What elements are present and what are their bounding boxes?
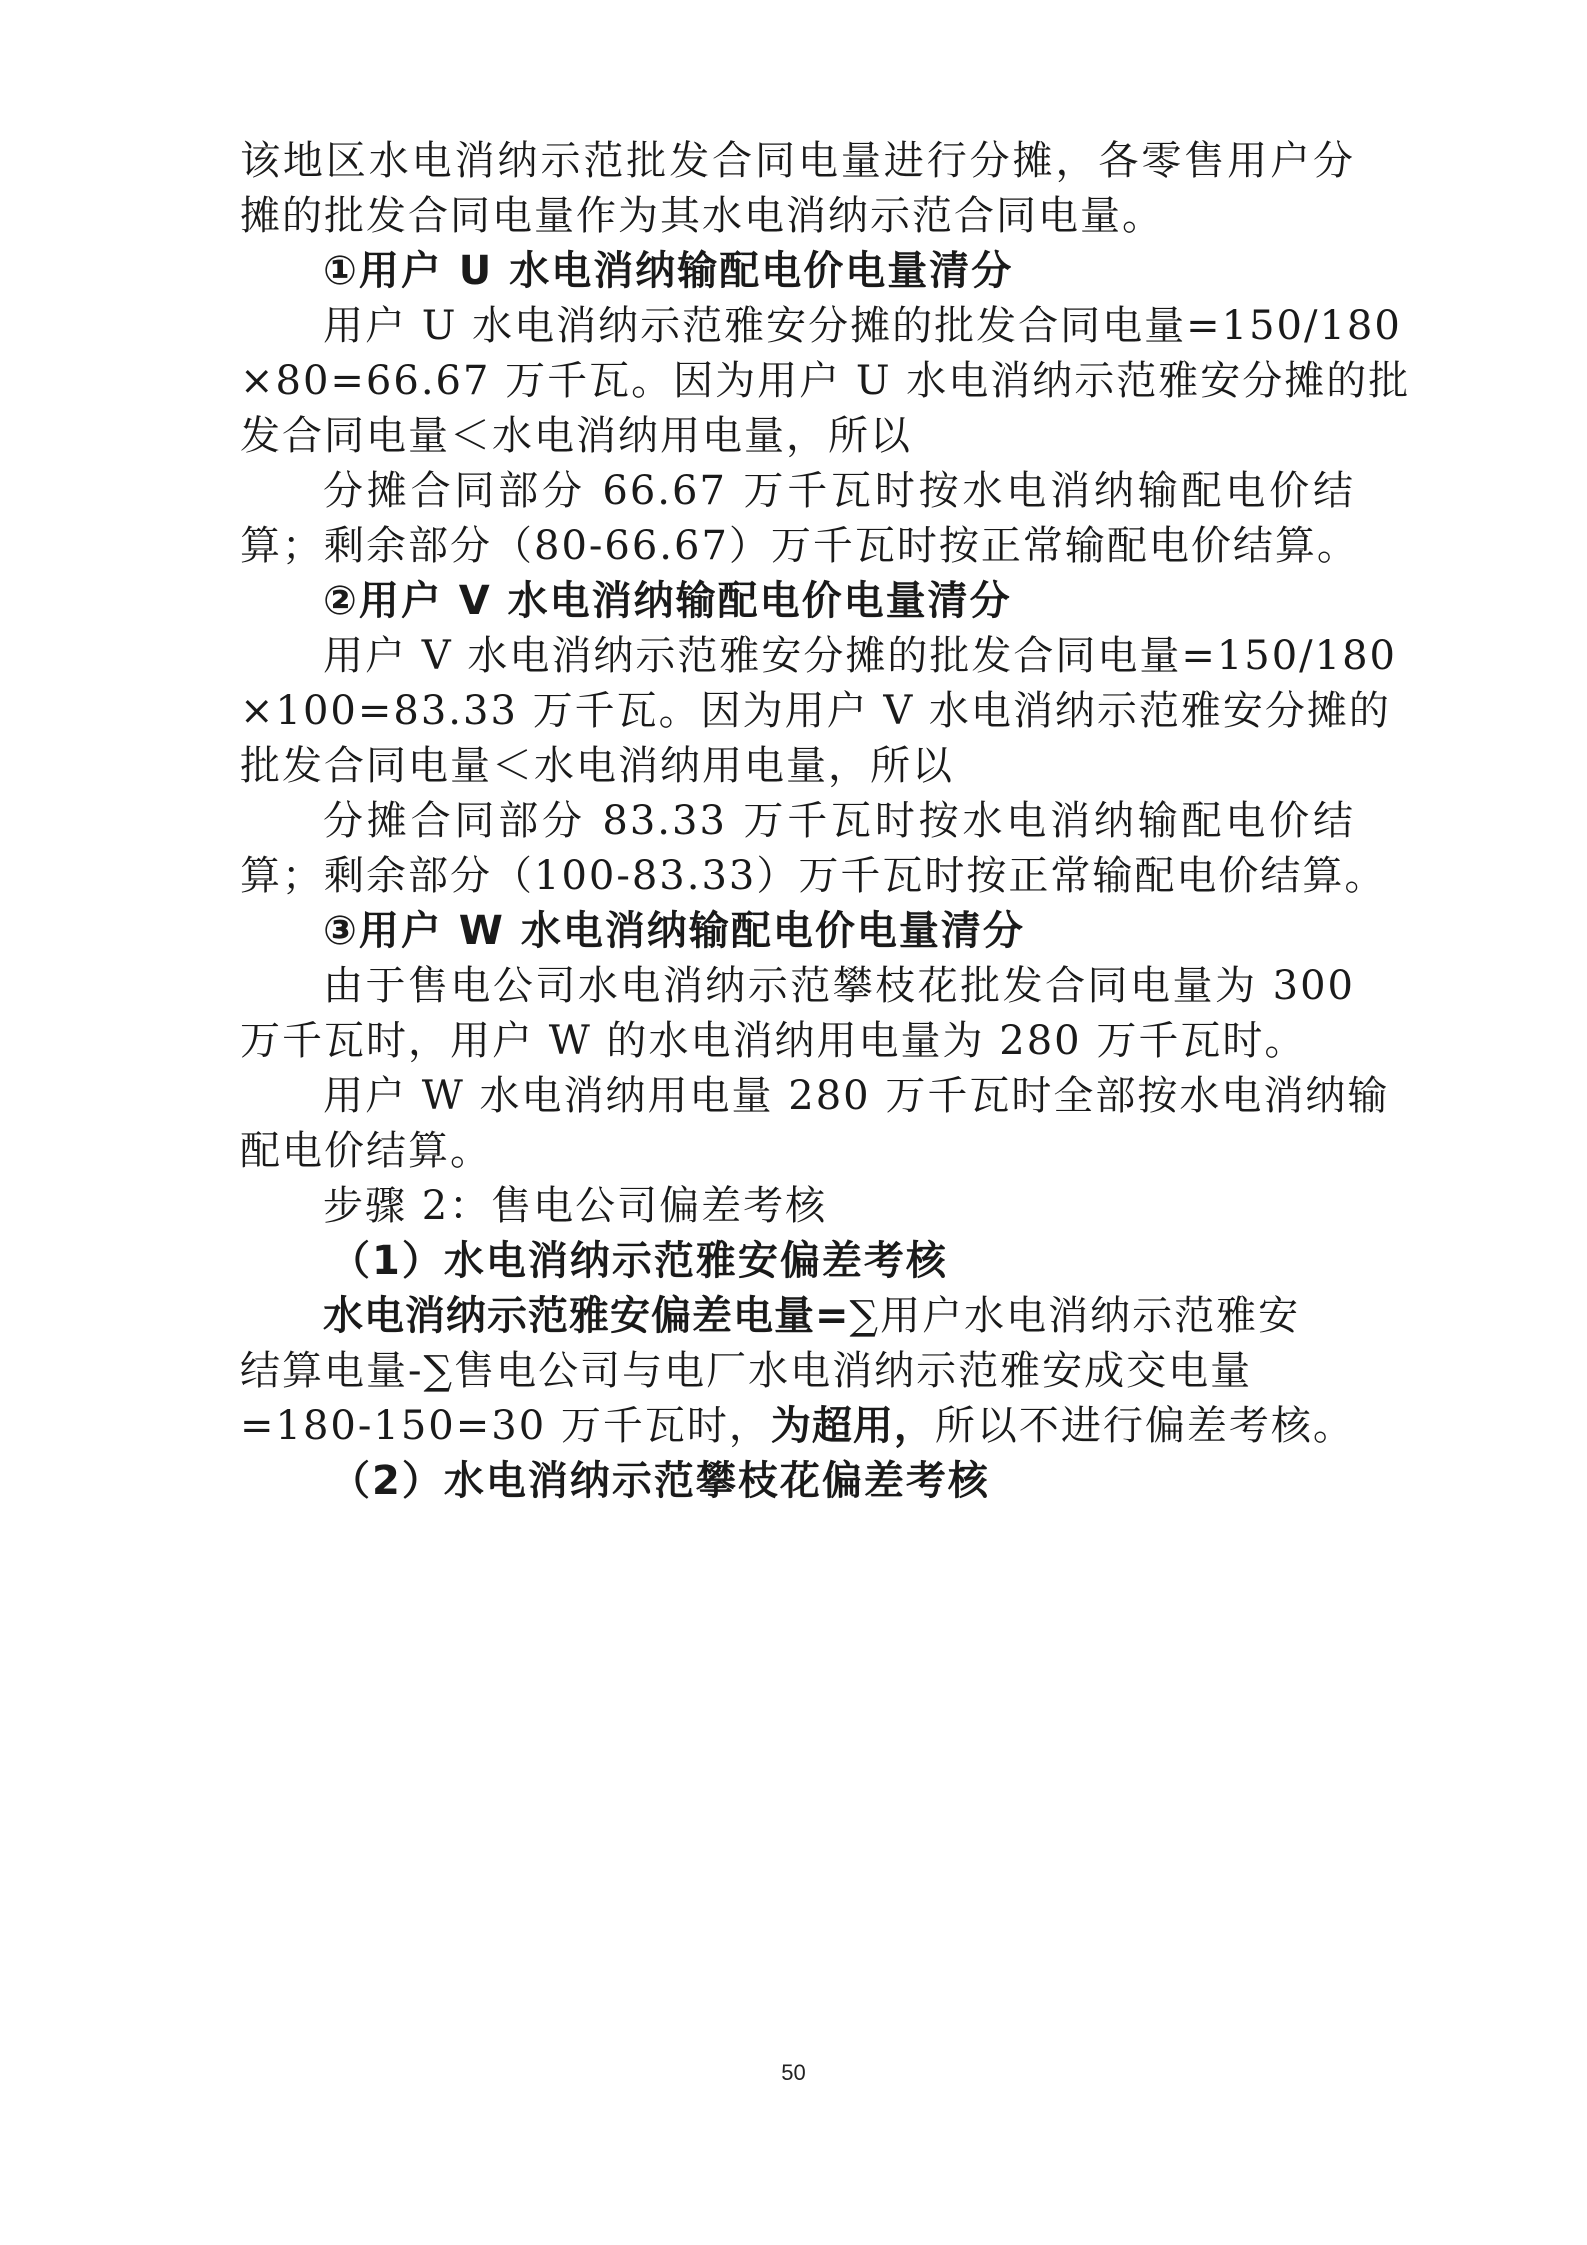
section-heading-user-w: ③用户 W 水电消纳输配电价电量清分	[323, 908, 1025, 954]
subsection-heading-panzhihua: （2）水电消纳示范攀枝花偏差考核	[330, 1458, 990, 1504]
paragraph-line: 算；剩余部分（100-83.33）万千瓦时按正常输配电价结算。	[240, 853, 1387, 899]
paragraph-line: ×100=83.33 万千瓦。因为用户 V 水电消纳示范雅安分摊的	[240, 688, 1391, 734]
inline-text: 所以不进行偏差考核。	[934, 1403, 1355, 1449]
paragraph-line: 用户 W 水电消纳用电量 280 万千瓦时全部按水电消纳输	[323, 1073, 1390, 1119]
inline-text: ∑用户水电消纳示范雅安	[849, 1293, 1301, 1339]
paragraph-line: 分摊合同部分 83.33 万千瓦时按水电消纳输配电价结	[323, 798, 1355, 844]
section-heading-user-v: ②用户 V 水电消纳输配电价电量清分	[323, 578, 1012, 624]
page-number: 50	[781, 2060, 806, 2085]
paragraph-line: 算；剩余部分（80-66.67）万千瓦时按正常输配电价结算。	[240, 523, 1359, 569]
paragraph-line: 批发合同电量＜水电消纳用电量，所以	[240, 743, 954, 789]
paragraph-line: 配电价结算。	[240, 1128, 492, 1174]
paragraph-line: 用户 U 水电消纳示范雅安分摊的批发合同电量=150/180	[323, 303, 1402, 349]
paragraph-line: 结算电量-∑售电公司与电厂水电消纳示范雅安成交电量	[240, 1348, 1253, 1394]
paragraph-line	[240, 1398, 1355, 1454]
paragraph-line: 摊的批发合同电量作为其水电消纳示范合同电量。	[240, 193, 1164, 239]
paragraph-line: 该地区水电消纳示范批发合同电量进行分摊，各零售用户分	[240, 138, 1355, 184]
paragraph-line: 由于售电公司水电消纳示范攀枝花批发合同电量为 300	[323, 963, 1355, 1009]
step-heading: 步骤 2：售电公司偏差考核	[323, 1183, 828, 1229]
paragraph-line: ×80=66.67 万千瓦。因为用户 U 水电消纳示范雅安分摊的批	[240, 358, 1411, 404]
bold-term: 水电消纳示范雅安偏差电量=	[323, 1293, 850, 1339]
inline-text: =180-150=30 万千瓦时，	[240, 1403, 771, 1449]
paragraph-line: 万千瓦时，用户 W 的水电消纳用电量为 280 万千瓦时。	[240, 1018, 1307, 1064]
paragraph-line	[323, 1288, 1355, 1344]
paragraph-line: 发合同电量＜水电消纳用电量，所以	[240, 413, 912, 459]
paragraph-line: 分摊合同部分 66.67 万千瓦时按水电消纳输配电价结	[323, 468, 1355, 514]
subsection-heading-yaan: （1）水电消纳示范雅安偏差考核	[330, 1238, 948, 1284]
section-heading-user-u: ①用户 U 水电消纳输配电价电量清分	[323, 248, 1014, 294]
bold-term: 为超用，	[770, 1403, 935, 1449]
paragraph-line: 用户 V 水电消纳示范雅安分摊的批发合同电量=150/180	[323, 633, 1398, 679]
